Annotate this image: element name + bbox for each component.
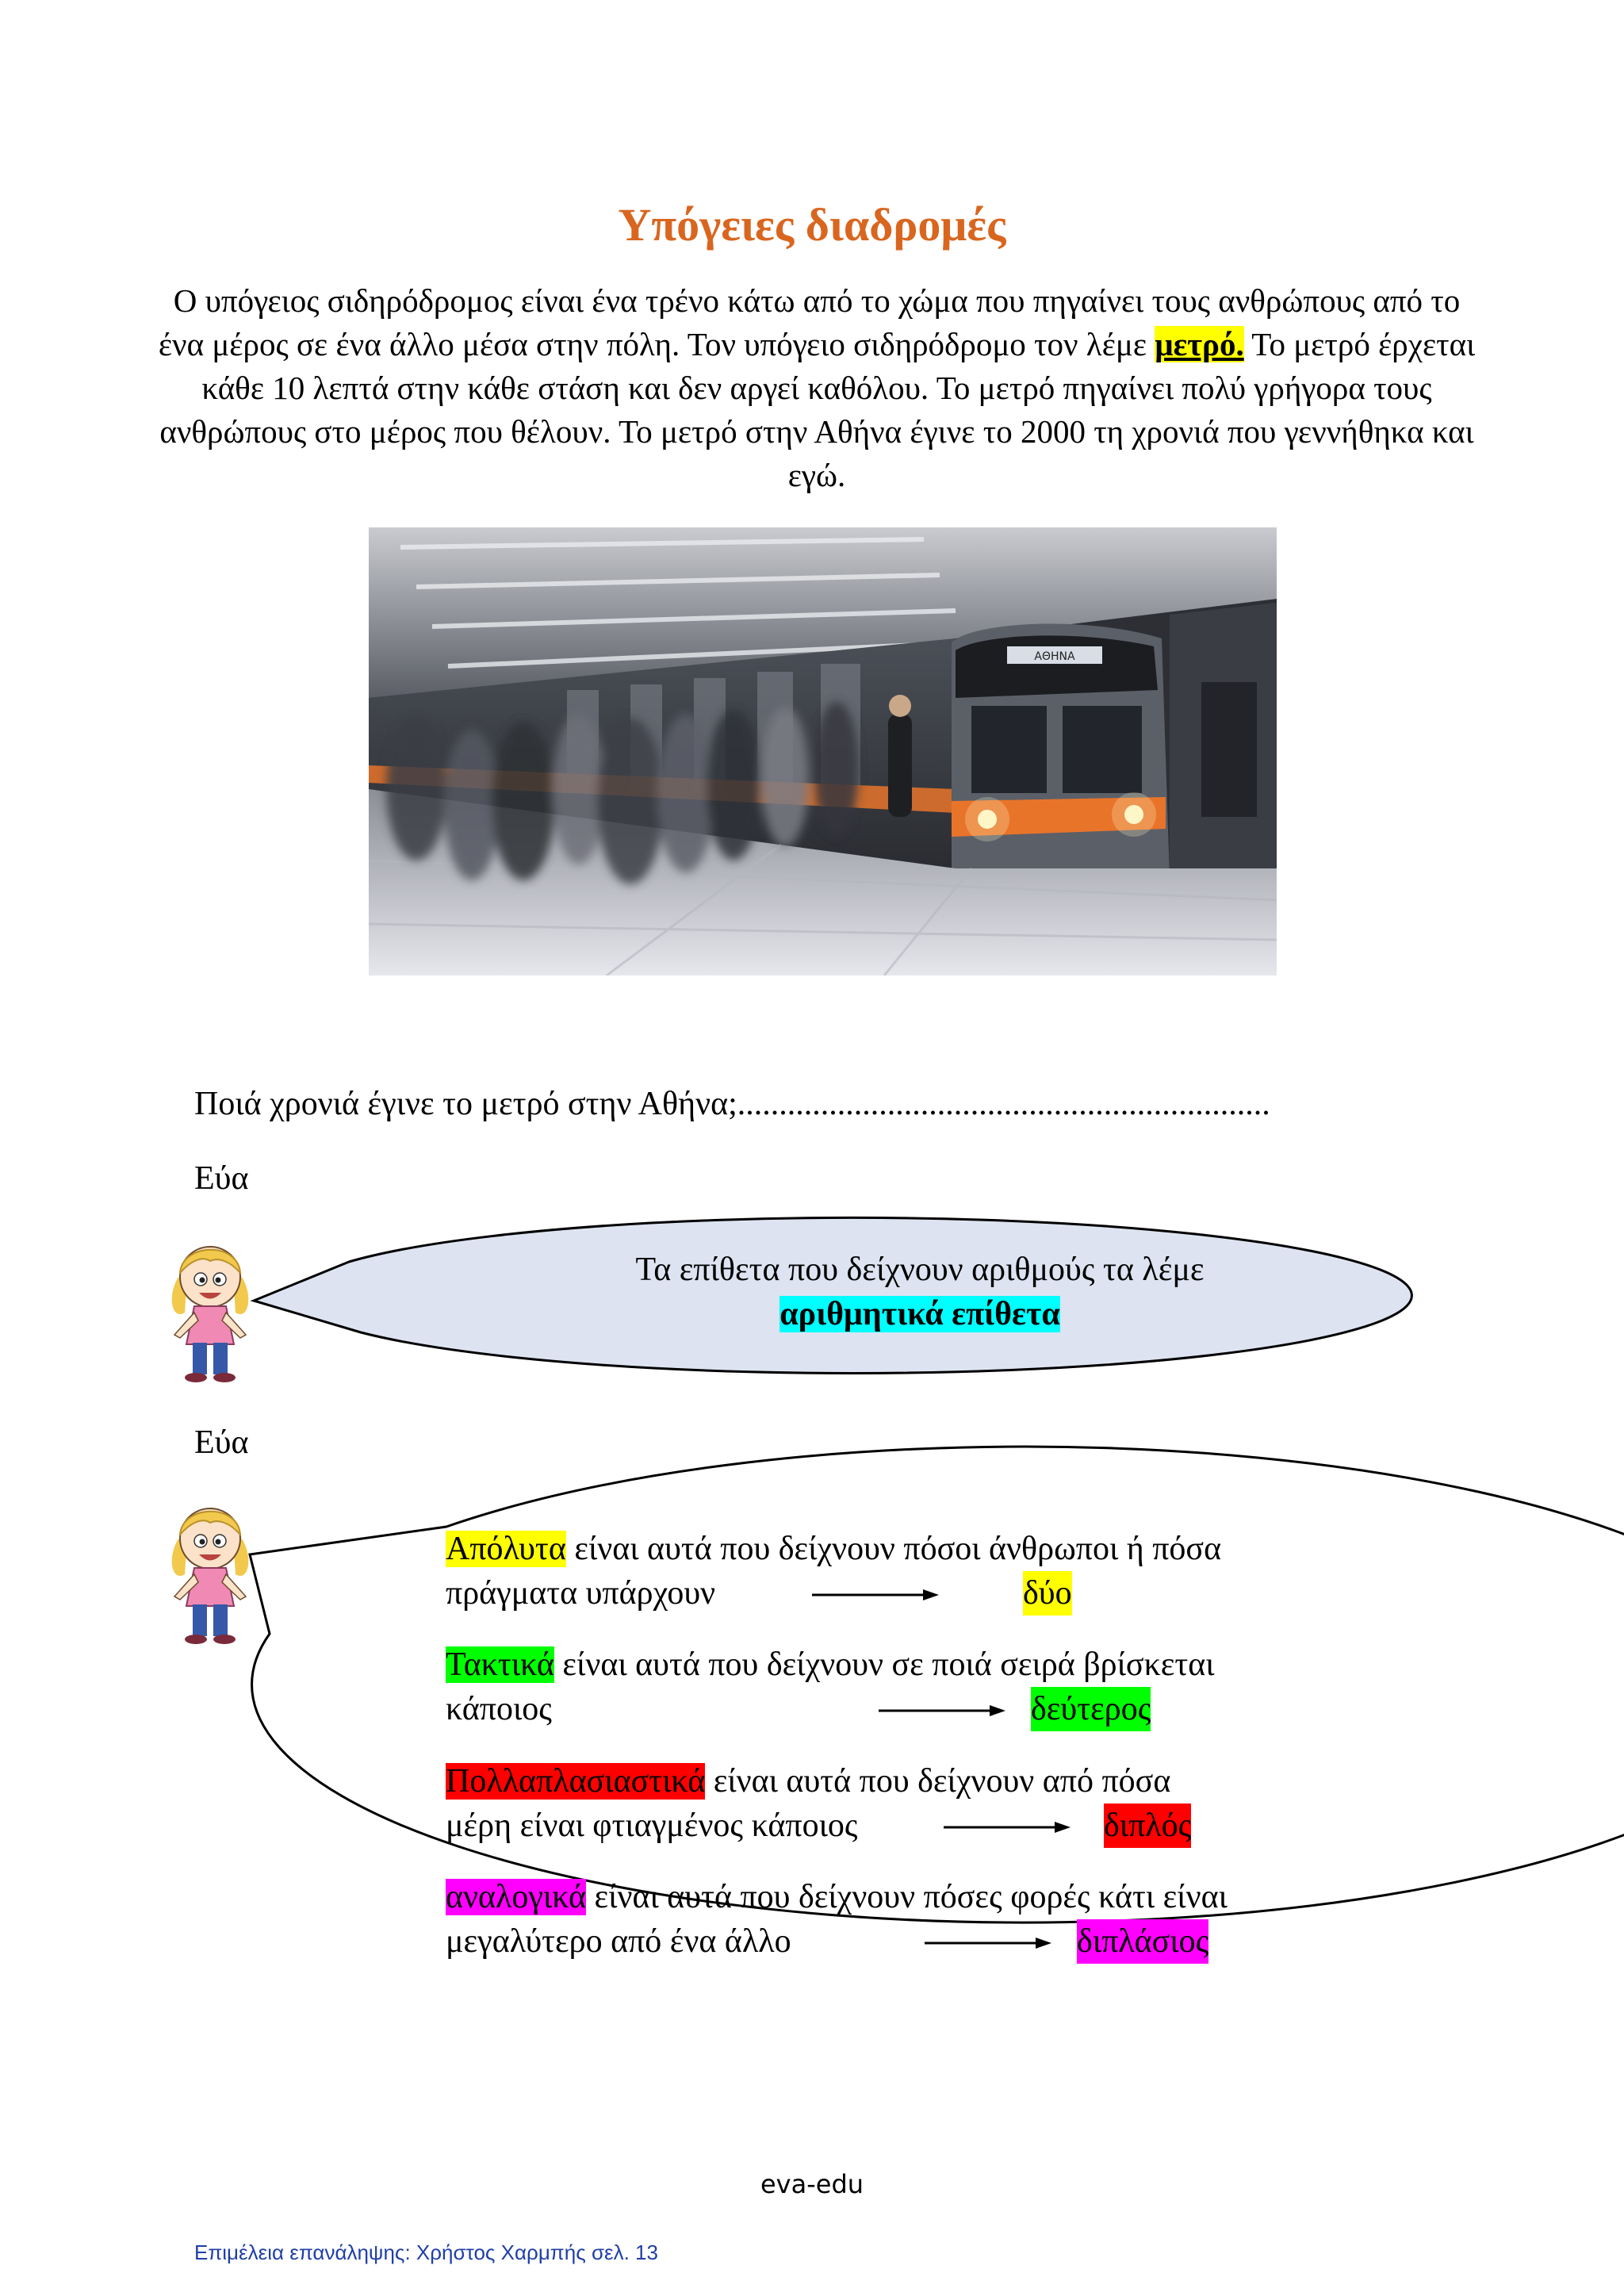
definition-term: αναλογικά [446,1879,587,1915]
definition-text: είναι αυτά που δείχνουν από πόσα [705,1763,1171,1800]
bubble-1-line: Τα επίθετα που δείχνουν αριθμούς τα λέμε [635,1251,1205,1288]
question-line: Ποιά χρονιά έγινε το μετρό στην Αθήνα;................................................................ [194,1086,1270,1122]
bubble-1-text [444,1248,1396,1336]
definition-term: Απόλυτα [446,1531,566,1567]
arrow-right-icon [812,1587,939,1603]
numeral-adjectives-term: αριθμητικά επίθετα [779,1296,1060,1332]
arrow-right-icon [925,1935,1051,1951]
speaker-label-2: Εύα [194,1424,249,1461]
train-destination-sign: ΑΘΗΝΑ [1034,650,1075,663]
definition-ordinal [446,1642,1397,1731]
definition-text: είναι αυτά που δείχνουν πόσες φορές κάτι είναι [586,1879,1228,1915]
definition-text-line2: πράγματα υπάρχουν [446,1575,716,1612]
page-title: Υπόγειες διαδρομές [618,199,1006,251]
definition-example: διπλάσιος [1077,1919,1208,1964]
footer-note: Επιμέλεια επανάληψης: Χρήστος Χαρμπής σελ. 13 [194,2240,658,2264]
definition-text-line2: μέρη είναι φτιαγμένος κάποιος [446,1807,858,1844]
definition-absolute [446,1527,1397,1616]
footer-brand: eva-edu [760,2169,864,2199]
definition-term: Πολλαπλασιαστικά [446,1763,706,1800]
definition-example: δεύτερος [1031,1687,1151,1731]
arrow-right-icon [944,1819,1071,1835]
speaker-label-1: Εύα [194,1160,249,1197]
girl-eva-icon [163,1495,258,1646]
intro-text-2: Το μετρό έρχεται κάθε 10 λεπτά στην κάθε στάση και δεν αργεί καθόλου. Το μετρό πηγαίνει πολύ γρήγορα τους ανθρώπους στο μέρος που θέλουν. Το μετρό στην Αθήνα έγινε το 2000 τη χρονιά που γεννήθηκα και εγώ. [159,326,1476,493]
intro-text-1: Ο υπόγειος σιδηρόδρομος είναι ένα τρένο κάτω από το χώμα που πηγαίνει τους ανθρώπους από το ένα μέρος σε ένα άλλο μέσα στην πόλη. Τον υπόγειο σιδηρόδρομο τον λέμε [158,282,1461,362]
arrow-right-icon [879,1703,1005,1719]
definition-text-line2: κάποιος [446,1691,552,1727]
definition-multiplicative [446,1759,1397,1848]
definition-text: είναι αυτά που δείχνουν σε ποιά σειρά βρίσκεται [553,1646,1215,1683]
definition-term: Τακτικά [446,1646,554,1683]
definition-proportional [446,1875,1397,1964]
definition-example: διπλός [1104,1803,1191,1848]
definition-example: δύο [1023,1571,1072,1616]
metro-highlight: μετρό. [1155,326,1244,362]
girl-eva-icon [163,1233,258,1384]
definition-text-line2: μεγαλύτερο από ένα άλλο [446,1923,791,1960]
definition-text: είναι αυτά που δείχνουν πόσοι άνθρωποι ή πόσα [565,1531,1222,1567]
